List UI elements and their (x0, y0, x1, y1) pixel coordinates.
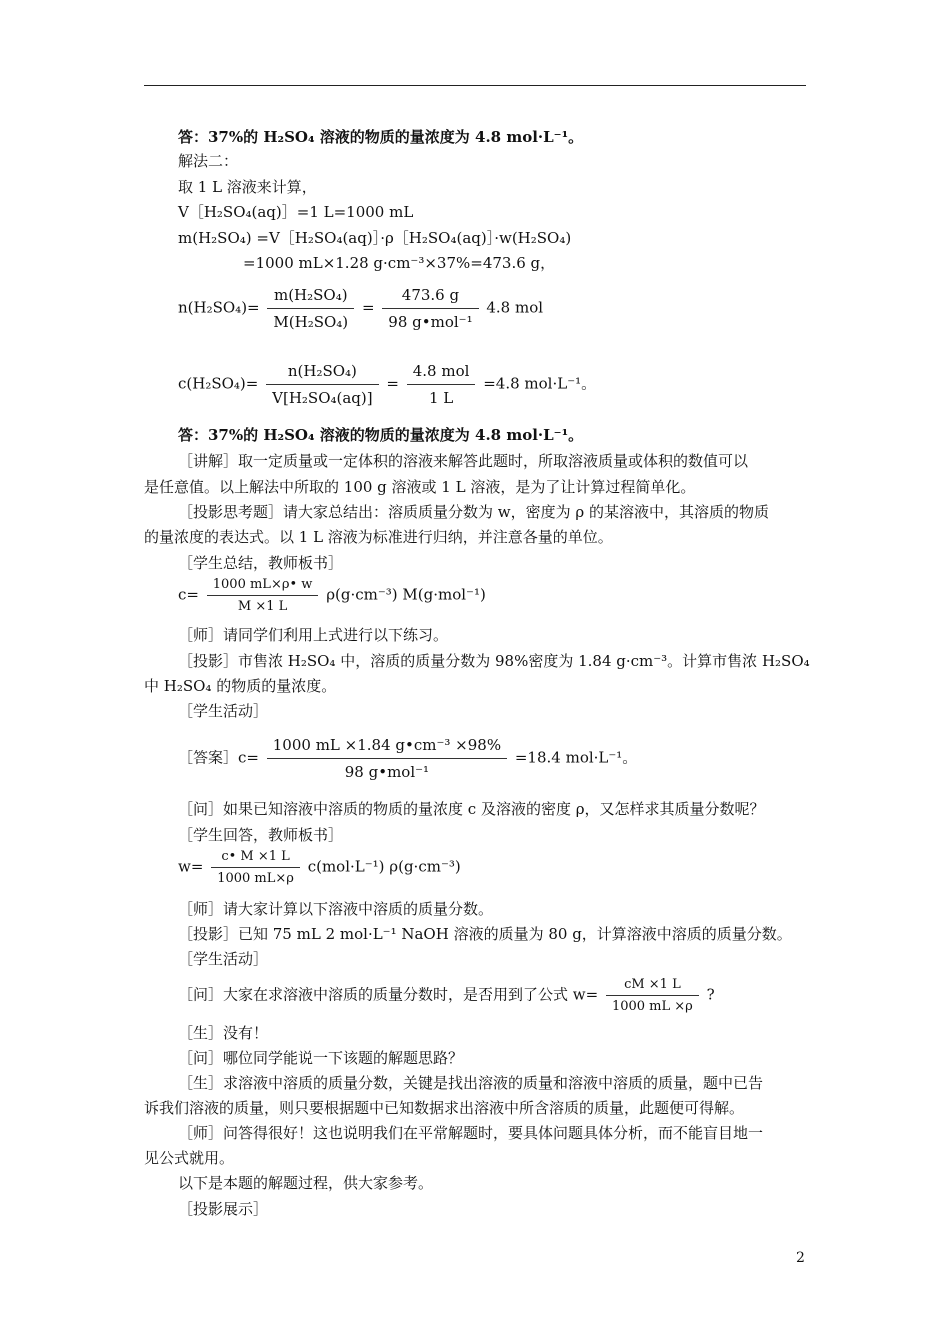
text-line: ［生］没有！ (178, 1024, 269, 1042)
text-line: 是任意值。以上解法中所取的 100 g 溶液或 1 L 溶液，是为了让计算过程简单化。 (144, 478, 696, 496)
fraction-numerator: 4.8 mol (407, 360, 476, 385)
section-label: ［学生总结，教师板书］ (178, 554, 344, 572)
fraction-numerator: 473.6 g (382, 284, 478, 309)
fraction (266, 360, 378, 409)
section-label: ［学生活动］ (178, 950, 269, 968)
formula-w (178, 848, 461, 887)
formula-rhs: c(mol·L⁻¹) ρ(g·cm⁻³) (307, 857, 461, 876)
question-formula-line (178, 976, 715, 1015)
answer-rhs: =18.4 mol·L⁻¹。 (514, 748, 638, 767)
fraction-numerator: c• M ×1 L (211, 848, 300, 868)
answer-lhs: ［答案］c= (178, 748, 259, 767)
text-line: ［师］请大家计算以下溶液中溶质的质量分数。 (178, 900, 494, 918)
section-label: ［学生活动］ (178, 702, 269, 720)
eq-c-rhs: =4.8 mol·L⁻¹。 (483, 374, 597, 393)
text-line: ［生］求溶液中溶质的质量分数，关键是找出溶液的质量和溶液中溶质的质量，题中已告 (178, 1074, 764, 1092)
text-line: ［投影］已知 75 mL 2 mol·L⁻¹ NaOH 溶液的质量为 80 g，计算溶液中溶质的质量分数。 (178, 925, 792, 943)
fraction-denominator: M ×1 L (237, 599, 288, 614)
fraction-numerator: m(H₂SO₄) (267, 284, 354, 309)
fraction (382, 284, 478, 333)
eq-sign: = (386, 374, 399, 393)
section-label: ［学生回答，教师板书］ (178, 826, 344, 844)
formula-c (178, 576, 486, 615)
method-two-heading: 解法二： (178, 152, 239, 170)
fraction (267, 734, 507, 783)
text-line: ［投影］市售浓 H₂SO₄ 中，溶质的质量分数为 98%密度为 1.84 g·cm⁻³。计算市售浓 H₂SO₄ (178, 652, 810, 670)
answer-line-1: 答：37%的 H₂SO₄ 溶液的物质的量浓度为 4.8 mol·L⁻¹。 (178, 128, 584, 146)
section-label: ［投影展示］ (178, 1200, 269, 1218)
text-line: =1000 mL×1.28 g·cm⁻³×37%=473.6 g， (243, 254, 556, 272)
text-line: m(H₂SO₄) =V［H₂SO₄(aq)］·ρ［H₂SO₄(aq)］·w(H₂SO₄) (178, 229, 572, 247)
answer-line-2: 答：37%的 H₂SO₄ 溶液的物质的量浓度为 4.8 mol·L⁻¹。 (178, 426, 584, 444)
formula-rhs: ρ(g·cm⁻³) M(g·mol⁻¹) (326, 585, 486, 604)
text-line: ［投影思考题］请大家总结出：溶质质量分数为 w，密度为 ρ 的某溶液中，其溶质的物质 (178, 503, 769, 521)
fraction-denominator: 98 g•mol⁻¹ (344, 763, 430, 781)
text-line: 见公式就用。 (144, 1149, 235, 1167)
eq-sign: = (361, 298, 375, 317)
fraction (207, 576, 319, 615)
fraction-denominator: 1000 mL×ρ (217, 871, 294, 886)
fraction-numerator: 1000 mL×ρ• w (207, 576, 319, 596)
page-number: 2 (796, 1250, 805, 1266)
fraction-denominator: V[H₂SO₄(aq)] (272, 389, 373, 407)
fraction-denominator: 1000 mL ×ρ (611, 999, 693, 1014)
text-line: ［讲解］取一定质量或一定体积的溶液来解答此题时，所取溶液质量或体积的数值可以 (178, 452, 749, 470)
text-line: ［问］哪位同学能说一下该题的解题思路？ (178, 1049, 464, 1067)
fraction-denominator: 1 L (428, 389, 454, 407)
fraction (211, 848, 300, 887)
fraction-numerator: 1000 mL ×1.84 g•cm⁻³ ×98% (267, 734, 507, 759)
text-line: ［问］如果已知溶液中溶质的物质的量浓度 c 及溶液的密度 ρ，又怎样求其质量分数呢？ (178, 800, 765, 818)
fraction-denominator: 98 g•mol⁻¹ (388, 313, 473, 331)
equation-n (178, 284, 543, 333)
eq-n-rhs: 4.8 mol (486, 298, 544, 317)
answer-equation (178, 734, 637, 783)
text-line: 的量浓度的表达式。以 1 L 溶液为标准进行归纳，并注意各量的单位。 (144, 528, 613, 546)
fraction-denominator: M(H₂SO₄) (273, 313, 349, 331)
formula-lhs: w= (178, 857, 204, 876)
question-lhs: ［问］大家在求溶液中溶质的质量分数时，是否用到了公式 w= (178, 985, 599, 1004)
text-line: ［师］问答得很好！这也说明我们在平常解题时，要具体问题具体分析，而不能盲目地一 (178, 1124, 764, 1142)
text-line: V［H₂SO₄(aq)］=1 L=1000 mL (178, 203, 414, 221)
text-line: 以下是本题的解题过程，供大家参考。 (178, 1174, 434, 1192)
fraction-numerator: cM ×1 L (606, 976, 699, 996)
eq-n-lhs: n(H₂SO₄)= (178, 298, 260, 317)
fraction (606, 976, 699, 1015)
text-line: 取 1 L 溶液来计算， (178, 178, 317, 196)
formula-lhs: c= (178, 585, 199, 604)
fraction (267, 284, 354, 333)
fraction (407, 360, 476, 409)
text-line: 诉我们溶液的质量，则只要根据题中已知数据求出溶液中所含溶质的质量，此题便可得解。 (144, 1099, 745, 1117)
header-rule (144, 85, 806, 86)
question-rhs: ? (706, 985, 715, 1004)
text-line: ［师］请同学们利用上式进行以下练习。 (178, 626, 449, 644)
fraction-numerator: n(H₂SO₄) (266, 360, 378, 385)
equation-c (178, 360, 596, 409)
eq-c-lhs: c(H₂SO₄)= (178, 374, 259, 393)
text-line: 中 H₂SO₄ 的物质的量浓度。 (144, 677, 337, 695)
